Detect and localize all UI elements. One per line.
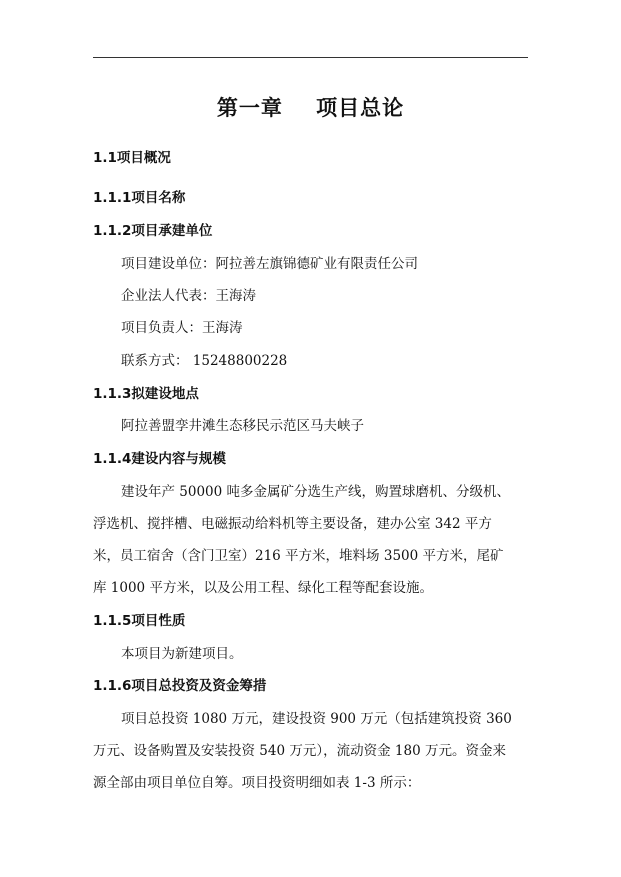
invest-line-1: 项目总投资 1080 万元，建设投资 900 万元（包括建筑投资 360 (121, 711, 512, 727)
content-line-3: 米，员工宿舍（含门卫室）216 平方米，堆料场 3500 平方米，尾矿 (93, 548, 504, 564)
invest-line-3: 源全部由项目单位自筹。项目投资明细如表 1-3 所示： (93, 775, 421, 791)
manager-line: 项目负责人：王海涛 (121, 320, 243, 336)
heading-1-1-1: 1.1.1项目名称 (93, 190, 186, 206)
content-line-2: 浮选机、搅拌槽、电磁振动给料机等主要设备，建办公室 342 平方 (93, 516, 492, 532)
heading-1-1-4: 1.1.4建设内容与规模 (93, 451, 226, 467)
heading-1-1-5: 1.1.5项目性质 (93, 613, 186, 629)
invest-line-2: 万元、设备购置及安装投资 540 万元），流动资金 180 万元。资金来 (93, 743, 506, 759)
content-line-4: 库 1000 平方米，以及公用工程、绿化工程等配套设施。 (93, 580, 433, 596)
heading-1-1-2: 1.1.2项目承建单位 (93, 223, 213, 239)
location-line: 阿拉善盟孪井滩生态移民示范区马夫峡子 (121, 418, 364, 434)
content-line-1: 建设年产 50000 吨多金属矿分选生产线，购置球磨机、分级机、 (121, 484, 511, 500)
chapter-title: 第一章 项目总论 (216, 95, 405, 120)
heading-1-1-3: 1.1.3拟建设地点 (93, 386, 199, 402)
nature-line: 本项目为新建项目。 (121, 646, 243, 662)
contact-line: 联系方式： 15248800228 (121, 353, 288, 369)
heading-1-1-6: 1.1.6项目总投资及资金筹措 (93, 678, 267, 694)
unit-line: 项目建设单位：阿拉善左旗锦德矿业有限责任公司 (121, 256, 418, 272)
heading-1-1: 1.1项目概况 (93, 150, 171, 166)
legal-rep-line: 企业法人代表：王海涛 (121, 288, 256, 304)
header-rule (93, 57, 528, 58)
